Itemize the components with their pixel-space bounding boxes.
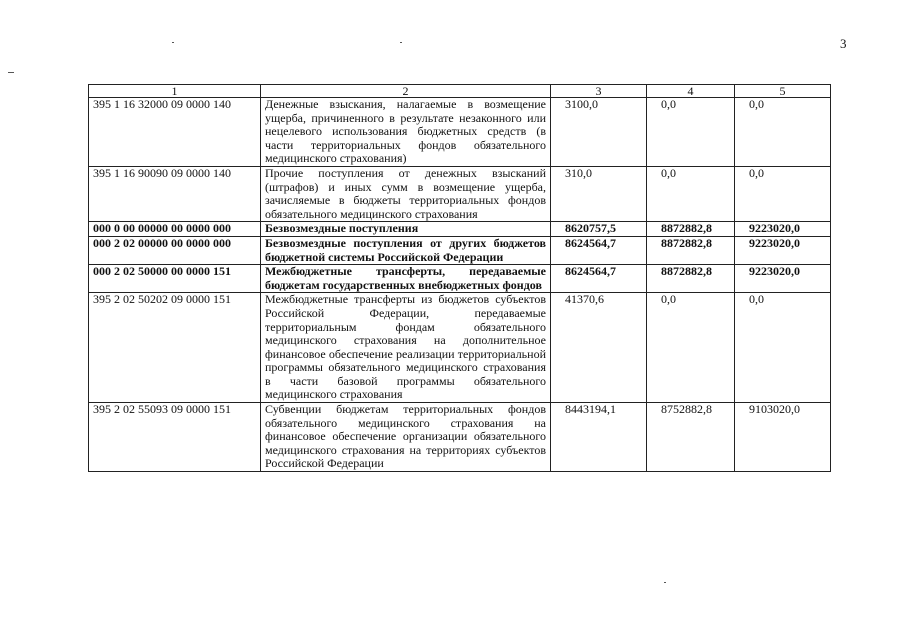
amount-cell: 8872882,8 [647, 265, 735, 293]
amount-cell: 0,0 [735, 293, 831, 403]
amount-cell: 8872882,8 [647, 222, 735, 237]
budget-code-cell: 000 2 02 50000 00 0000 151 [89, 265, 261, 293]
table-row [89, 293, 831, 403]
amount-cell: 9223020,0 [735, 222, 831, 237]
revenue-name-cell: Безвозмездные поступления [261, 222, 551, 237]
revenue-name-cell: Безвозмездные поступления от других бюджетов бюджетной системы Российской Федерации [261, 236, 551, 264]
amount-cell: 8872882,8 [647, 236, 735, 264]
budget-code-cell: 395 1 16 90090 09 0000 140 [89, 166, 261, 221]
amount-cell: 41370,6 [551, 293, 647, 403]
budget-code-cell: 000 2 02 00000 00 0000 000 [89, 236, 261, 264]
amount-cell: 8752882,8 [647, 403, 735, 472]
amount-cell: 0,0 [735, 98, 831, 167]
budget-code-cell: 395 2 02 55093 09 0000 151 [89, 403, 261, 472]
amount-cell: 0,0 [647, 293, 735, 403]
amount-cell: 0,0 [647, 166, 735, 221]
table-row [89, 236, 831, 264]
column-header: 3 [551, 85, 647, 98]
amount-cell: 8624564,7 [551, 236, 647, 264]
scan-speck [8, 72, 14, 73]
column-header: 1 [89, 85, 261, 98]
column-header: 4 [647, 85, 735, 98]
amount-cell: 9103020,0 [735, 403, 831, 472]
table-row [89, 166, 831, 221]
budget-revenue-table [88, 84, 831, 472]
budget-code-cell: 395 1 16 32000 09 0000 140 [89, 98, 261, 167]
scan-speck [664, 582, 666, 583]
amount-cell: 8624564,7 [551, 265, 647, 293]
table-row [89, 265, 831, 293]
table-header-row [89, 85, 831, 98]
amount-cell: 9223020,0 [735, 265, 831, 293]
page-number: 3 [840, 36, 847, 51]
amount-cell: 8443194,1 [551, 403, 647, 472]
revenue-name-cell: Межбюджетные трансферты, передаваемые бюджетам государственных внебюджетных фондов [261, 265, 551, 293]
revenue-name-cell: Межбюджетные трансферты из бюджетов субъектов Российской Федерации, передаваемые территориальным фондам обязательного медицинского страхования на дополнительное финансовое обеспечение реализации территориальной программы обязательного медицинского страхования в части базовой программы обязательного медицинского страхования [261, 293, 551, 403]
amount-cell: 3100,0 [551, 98, 647, 167]
table-row [89, 98, 831, 167]
amount-cell: 0,0 [735, 166, 831, 221]
column-header: 2 [261, 85, 551, 98]
amount-cell: 310,0 [551, 166, 647, 221]
revenue-name-cell: Прочие поступления от денежных взысканий (штрафов) и иных сумм в возмещение ущерба, зачисляемые в бюджеты территориальных фондов обязательного медицинского страхования [261, 166, 551, 221]
scan-speck [172, 42, 174, 43]
amount-cell: 9223020,0 [735, 236, 831, 264]
scan-speck [400, 42, 402, 43]
table-row [89, 222, 831, 237]
amount-cell: 8620757,5 [551, 222, 647, 237]
budget-code-cell: 395 2 02 50202 09 0000 151 [89, 293, 261, 403]
column-header: 5 [735, 85, 831, 98]
amount-cell: 0,0 [647, 98, 735, 167]
table-row [89, 403, 831, 472]
revenue-name-cell: Денежные взыскания, налагаемые в возмещение ущерба, причиненного в результате незаконного или нецелевого использования бюджетных средств (в части территориальных фондов обязательного медицинского страхования) [261, 98, 551, 167]
budget-code-cell: 000 0 00 00000 00 0000 000 [89, 222, 261, 237]
revenue-name-cell: Субвенции бюджетам территориальных фондов обязательного медицинского страхования на финансовое обеспечение организации обязательного медицинского страхования на территориях субъектов Российской Федерации [261, 403, 551, 472]
